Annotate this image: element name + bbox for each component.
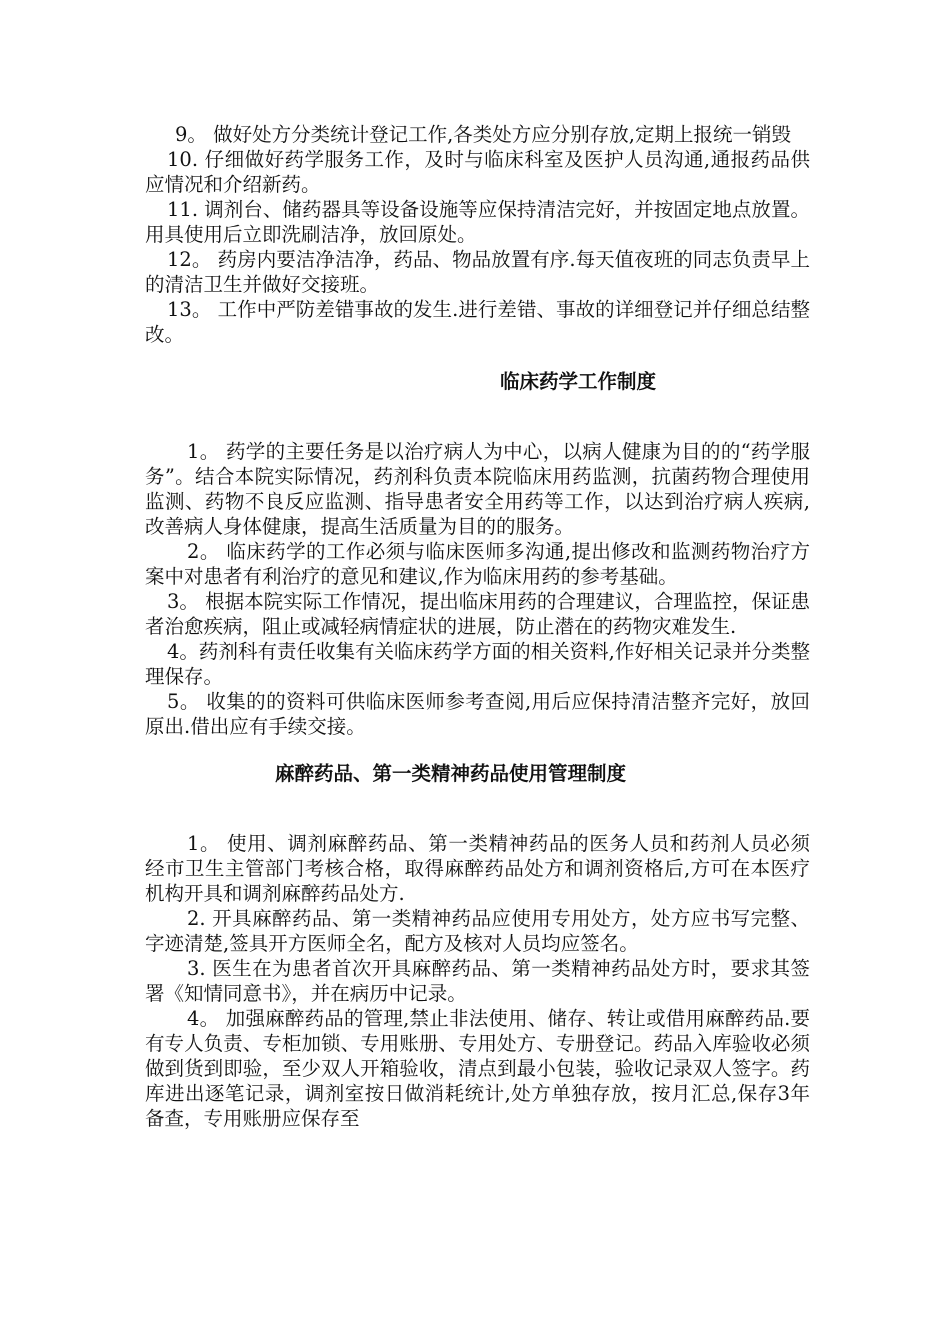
rule-paragraph-12: 12。 药房内要洁净洁净，药品、物品放置有序.每天值夜班的同志负责早上的清洁卫生并做好交接班。 xyxy=(145,248,810,296)
clinical-paragraph-3: 3。 根据本院实际工作情况，提出临床用药的合理建议，合理监控，保证患者治愈疾病，阻止或减轻病情症状的进展，防止潜在的药物灾难发生. xyxy=(145,590,810,638)
rule-paragraph-13: 13。 工作中严防差错事故的发生.进行差错、事故的详细登记并仔细总结整改。 xyxy=(145,298,810,346)
clinical-pharmacy-section xyxy=(145,439,810,739)
narcotic-paragraph-2: 2. 开具麻醉药品、第一类精神药品应使用专用处方，处方应书写完整、字迹清楚,签具开方医师全名，配方及核对人员均应签名。 xyxy=(145,907,810,955)
clinical-paragraph-4: 4。药剂科有责任收集有关临床药学方面的相关资料,作好相关记录并分类整理保存。 xyxy=(145,640,810,688)
rule-paragraph-10: 10. 仔细做好药学服务工作，及时与临床科室及医护人员沟通,通报药品供应情况和介绍新药。 xyxy=(145,148,810,196)
document-page xyxy=(145,122,810,1131)
clinical-paragraph-1: 1。 药学的主要任务是以治疗病人为中心，以病人健康为目的的“药学服务”。结合本院实际情况，药剂科负责本院临床用药监测，抗菌药物合理使用监测、药物不良反应监测、指导患者安全用药等工作，以达到治疗病人疾病,改善病人身体健康，提高生活质量为目的的服务。 xyxy=(145,440,810,538)
top-section xyxy=(145,122,810,347)
narcotic-management-section xyxy=(145,831,810,1131)
rule-paragraph-11: 11. 调剂台、储药器具等设备设施等应保持清洁完好，并按固定地点放置。用具使用后立即洗刷洁净，放回原处。 xyxy=(145,198,810,246)
narcotic-paragraph-4: 4。 加强麻醉药品的管理,禁止非法使用、储存、转让或借用麻醉药品.要有专人负责、专柜加锁、专用账册、专用处方、专册登记。药品入库验收必须做到货到即验，至少双人开箱验收，清点到最小包装，验收记录双人签字。药库进出逐笔记录，调剂室按日做消耗统计,处方单独存放，按月汇总,保存3年备查，专用账册应保存至 xyxy=(145,1007,810,1130)
narcotic-paragraph-3: 3. 医生在为患者首次开具麻醉药品、第一类精神药品处方时，要求其签署《知情同意书》，并在病历中记录。 xyxy=(145,957,810,1005)
clinical-paragraph-2: 2。 临床药学的工作必须与临床医师多沟通,提出修改和监测药物治疗方案中对患者有利治疗的意见和建议,作为临床用药的参考基础。 xyxy=(145,540,810,588)
section-title-narcotic-management: 麻醉药品、第一类精神药品使用管理制度 xyxy=(275,762,627,785)
rule-paragraph-9: 9。 做好处方分类统计登记工作,各类处方应分别存放,定期上报统一销毁 xyxy=(175,123,792,146)
clinical-paragraph-5: 5。 收集的的资料可供临床医师参考查阅,用后应保持清洁整齐完好，放回原出.借出应有手续交接。 xyxy=(145,690,810,738)
narcotic-paragraph-1: 1。 使用、调剂麻醉药品、第一类精神药品的医务人员和药剂人员必须经市卫生主管部门考核合格，取得麻醉药品处方和调剂资格后,方可在本医疗机构开具和调剂麻醉药品处方. xyxy=(145,832,810,905)
section-title-clinical-pharmacy: 临床药学工作制度 xyxy=(500,370,657,393)
